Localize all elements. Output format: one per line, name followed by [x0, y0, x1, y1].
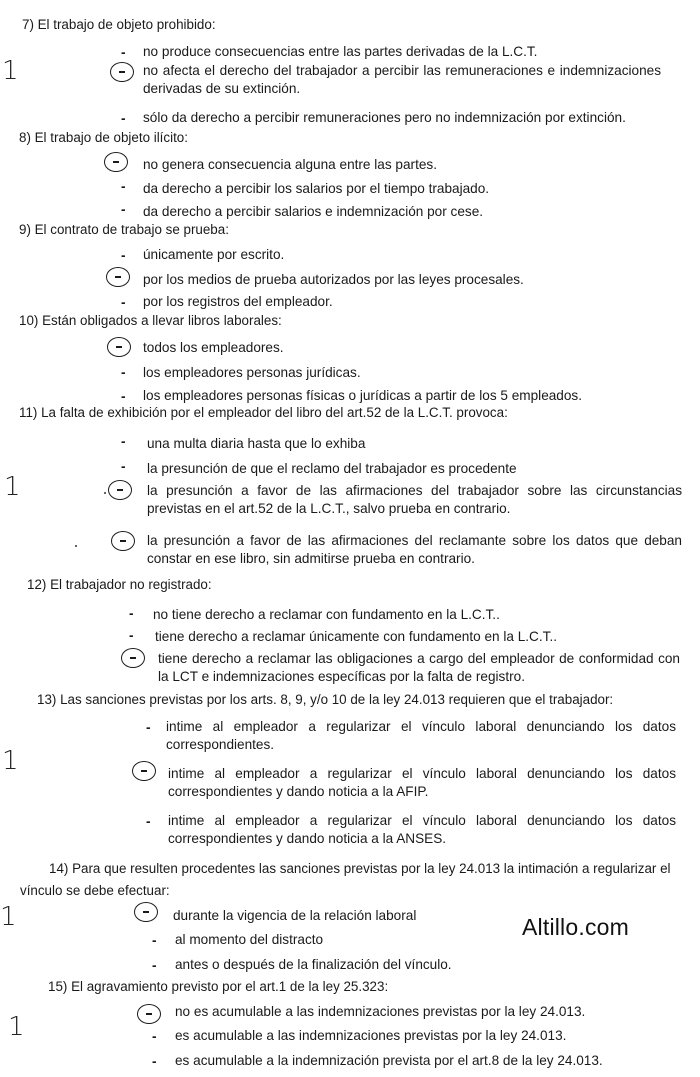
q13-option-a: intime al empleador a regularizar el vínculo laboral denunciando los datos correspondientes.	[166, 719, 676, 753]
q9-option-c: por los registros del empleador.	[143, 294, 333, 309]
answer-circle-icon	[104, 152, 128, 172]
q13-option-c: intime al empleador a regularizar el vínculo laboral denunciando los datos correspondientes y dando noticia a la ANSES.	[168, 813, 676, 847]
q11-option-d: la presunción a favor de las afirmaciones del reclamante sobre los datos que deban constar en ese libro, sin admitirse prueba en contrario.	[147, 533, 682, 567]
question-12: 12) El trabajador no registrado:	[27, 577, 212, 592]
option-dash: -	[121, 459, 126, 474]
margin-mark: 1	[2, 746, 19, 776]
option-dash: -	[121, 248, 126, 263]
question-15: 15) El agravamiento previsto por el art.1 de la ley 25.323:	[48, 979, 389, 994]
question-14: 14) Para que resulten procedentes las sanciones previstas por la ley 24.013 la intimación a regularizar el vínculo se debe efectuar:	[20, 861, 671, 899]
q7-option-b: no afecta el derecho del trabajador a percibir las remuneraciones e indemnizaciones derivadas de su extinción.	[143, 63, 661, 97]
answer-circle-icon	[121, 648, 145, 668]
q12-option-c: tiene derecho a reclamar las obligaciones a cargo del empleador de conformidad con la LCT e indemnizaciones específicas por la falta de registro.	[158, 651, 680, 685]
option-dash: -	[121, 365, 126, 380]
question-9: 9) El contrato de trabajo se prueba:	[19, 222, 229, 237]
option-dash: -	[121, 389, 126, 404]
option-dash: -	[121, 111, 126, 126]
option-dash: -	[121, 295, 126, 310]
answer-circle-icon	[132, 761, 156, 781]
q10-option-b: los empleadores personas jurídicas.	[143, 365, 361, 380]
margin-mark: 1	[4, 472, 21, 502]
option-dash: -	[129, 628, 134, 643]
question-8: 8) El trabajo de objeto ilícito:	[19, 130, 188, 145]
answer-circle-icon	[134, 902, 158, 922]
answer-circle-icon	[137, 1004, 161, 1024]
margin-mark: 1	[0, 902, 17, 932]
question-10: 10) Están obligados a llevar libros laborales:	[19, 313, 282, 328]
q13-option-b: intime al empleador a regularizar el vínculo laboral denunciando los datos correspondientes y dando noticia a la AFIP.	[168, 766, 676, 800]
q12-option-b: tiene derecho a reclamar únicamente con fundamento en la L.C.T..	[155, 629, 558, 644]
option-dash: -	[146, 814, 151, 829]
answer-circle-icon	[107, 337, 131, 357]
q11-option-c: la presunción a favor de las afirmaciones del trabajador sobre las circunstancias previstas en el art.52 de la L.C.T., salvo prueba en contrario.	[147, 483, 682, 517]
q14-option-b: al momento del distracto	[175, 932, 324, 947]
q10-option-c: los empleadores personas físicas o jurídicas a partir de los 5 empleados.	[143, 388, 583, 403]
q7-option-c: sólo da derecho a percibir remuneraciones pero no indemnización por extinción.	[143, 110, 626, 125]
question-13: 13) Las sanciones previstas por los arts. 8, 9, y/o 10 de la ley 24.013 requieren que el trabajador:	[37, 692, 614, 707]
q15-option-b: es acumulable a las indemnizaciones previstas por la ley 24.013.	[175, 1028, 567, 1043]
answer-circle-icon	[111, 531, 135, 551]
watermark-text: Altillo.com	[522, 914, 630, 940]
option-dash: -	[146, 720, 151, 735]
q11-option-b: la presunción de que el reclamo del trabajador es procedente	[147, 461, 517, 476]
q15-option-a: no es acumulable a las indemnizaciones previstas por la ley 24.013.	[175, 1004, 586, 1019]
option-dash: -	[152, 1029, 157, 1044]
q9-option-b: por los medios de prueba autorizados por las leyes procesales.	[143, 272, 524, 287]
q14-option-c: antes o después de la finalización del vínculo.	[175, 957, 452, 972]
option-dash: -	[121, 45, 126, 60]
option-dash: -	[129, 606, 134, 621]
q14-option-a: durante la vigencia de la relación laboral	[173, 908, 417, 923]
margin-mark: 1	[8, 1012, 25, 1042]
q8-option-c: da derecho a percibir salarios e indemnización por cese.	[143, 204, 484, 219]
answer-circle-icon	[106, 267, 130, 287]
q7-option-a: no produce consecuencias entre las partes derivadas de la L.C.T.	[143, 44, 538, 59]
stray-dot	[104, 492, 106, 494]
option-dash: -	[152, 933, 157, 948]
question-7: 7) El trabajo de objeto prohibido:	[22, 17, 216, 32]
q12-option-a: no tiene derecho a reclamar con fundamento en la L.C.T..	[153, 607, 500, 622]
option-dash: -	[121, 434, 126, 449]
q9-option-a: únicamente por escrito.	[143, 247, 285, 262]
option-dash: -	[121, 179, 126, 194]
answer-circle-icon	[108, 480, 132, 500]
stray-dot	[75, 545, 77, 547]
q8-option-a: no genera consecuencia alguna entre las partes.	[143, 157, 437, 172]
option-dash: -	[152, 958, 157, 973]
q15-option-c: es acumulable a la indemnización prevista por el art.8 de la ley 24.013.	[175, 1053, 603, 1068]
option-dash: -	[152, 1054, 157, 1069]
q11-option-a: una multa diaria hasta que lo exhiba	[147, 436, 366, 451]
question-11: 11) La falta de exhibición por el empleador del libro del art.52 de la L.C.T. provoca:	[19, 405, 508, 420]
q10-option-a: todos los empleadores.	[143, 340, 284, 355]
answer-circle-icon	[110, 62, 134, 82]
option-dash: -	[121, 202, 126, 217]
margin-mark: 1	[2, 56, 19, 86]
q8-option-b: da derecho a percibir los salarios por el tiempo trabajado.	[143, 181, 490, 196]
